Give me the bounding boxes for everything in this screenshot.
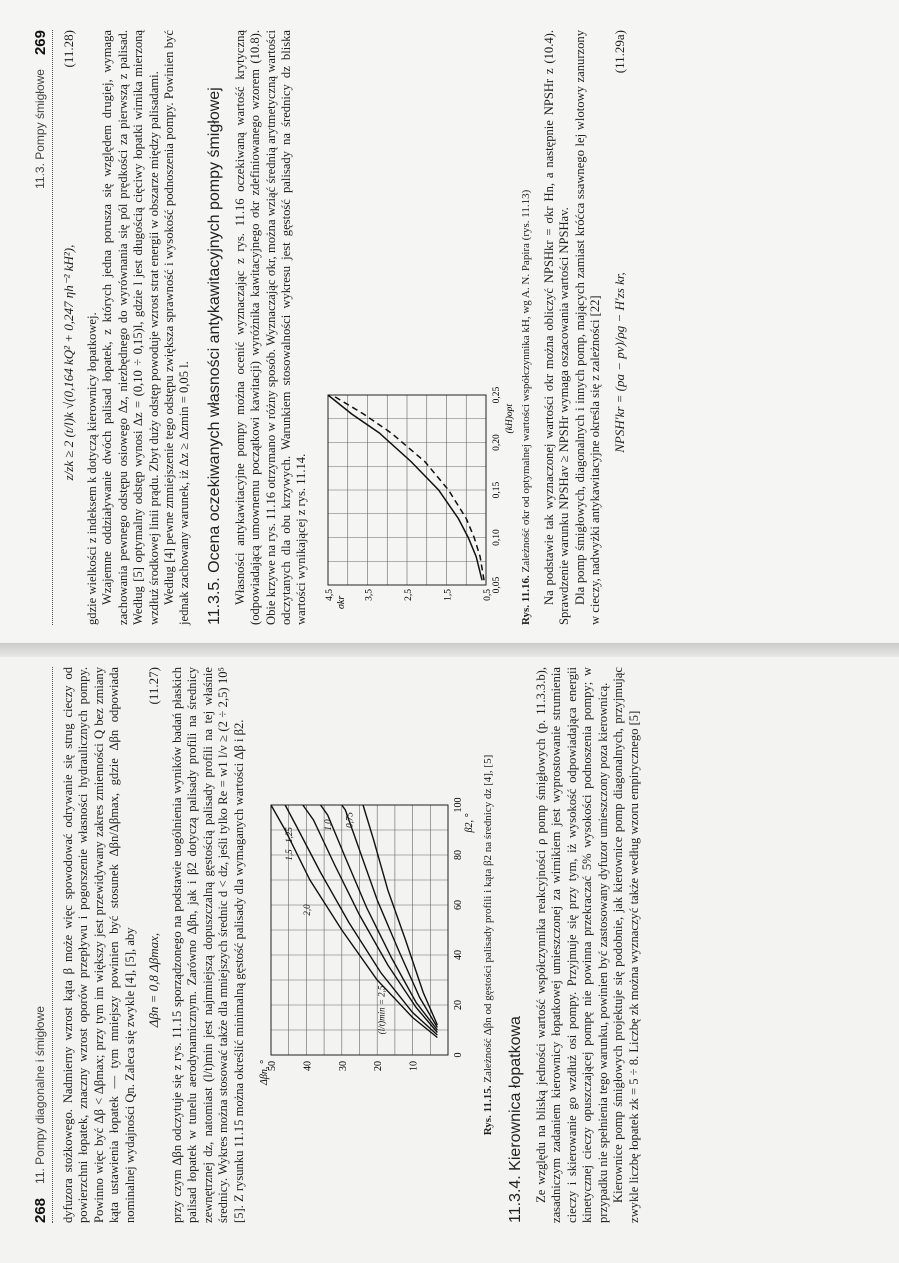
y-tick-label: 40 — [302, 1061, 314, 1071]
x-tick-label: 100 — [453, 797, 465, 813]
left-page — [0, 643, 899, 1263]
y-tick-label: 3,5 — [364, 589, 375, 601]
x-tick-label: 0 — [453, 1052, 465, 1058]
y-tick-label: 1,5 — [443, 589, 454, 601]
figure-11-15-chart — [253, 795, 478, 1095]
y-tick-label: 10 — [408, 1061, 420, 1071]
x-tick-label: 20 — [453, 1000, 465, 1010]
left-running-head — [28, 667, 53, 1223]
paragraph: Własności antykawitacyjne pompy można ocenić wyznaczając z rys. 11.16 oczekiwaną wartość krytyczną (odpowiadającą umownemu początkowi kawitacji) wyróżnika kawitacyjnego σkr zdefiniowanego wzorem (10.8). Obie krzywe na rys. 11.16 otrzymano w różny sposób. Wyznaczając σkr, można wziąć średnią arytmetyczną wartości odczytanych dla obu krzywych. Warunkiem stosowalności wykresu jest gęstość palisady na średnicy dz bliska wartości wynikającej z rys. 11.14. — [232, 30, 309, 625]
x-tick-label: 60 — [453, 900, 465, 910]
paragraph: gdzie wielkości z indeksem k dotyczą kierownicy łopatkowej. — [85, 312, 99, 625]
equation-number: (11.29a) — [611, 30, 627, 74]
curve-label: 1,0 — [323, 819, 334, 831]
curve-label: 1,25 — [284, 827, 295, 843]
y-axis-label: Δβn, ° — [259, 1060, 271, 1085]
running-head-left: 11. Pompy diagonalne i śmigłowe — [33, 1006, 47, 1184]
paragraph: Wzajemne oddziaływanie dwóch palisad łopatek, z których jedna porusza się względem drugiej, wymaga zachowania pewnego odstępu osiowego Δz, niezbędnego do wyrównania się pól prędkości za pierwszą z palisad. Według [5] optymalny odstęp wynosi Δz = (0,10 ÷ 0,15)l, gdzie l jest długością cięciwy łopatki wirnika mierzoną wzdłuż środkowej linii prądu. Zbyt duży odstęp powoduje wzrost strat energii w obszarze między palisadami. — [100, 30, 161, 625]
x-tick-label: 0,15 — [491, 481, 502, 499]
x-tick-label: 80 — [453, 850, 465, 860]
y-tick-label: 20 — [373, 1061, 385, 1071]
figure-11-15-caption — [482, 667, 494, 1223]
equation-11-27 — [146, 667, 162, 1223]
equation-11-28 — [61, 30, 77, 625]
paragraph: Ze względu na bliską jedności wartość współczynnika reakcyjności ρ pomp śmigłowych (p. 11.3.3.b), zasadniczym zadaniem kierownicy łopatkowej umieszczonej za wirnikiem jest wyprostowanie strumienia cieczy i skierowanie go wzdłuż osi pompy. Przyjmuje się przy tym, iż wysokość odpowiadająca energii kinetycznej cieczy opuszczającej pompę nie powinna przekraczać 5% wysokości podnoszenia pompy; w przypadku nie spełnienia tego warunku, powinien być zastosowany dyfuzor umieszczony poza kierownicą. — [534, 667, 610, 1223]
caption-text: Zależność Δβn od gęstości palisady profili i kąta β2 na średnicy dz [4], [5] — [482, 754, 495, 1083]
curve-label: 0,75 — [344, 812, 355, 828]
caption-text: Zależność σkr od optymalnej wartości współczynnika kH, wg A. N. Papira (rys. 11.13) — [519, 189, 532, 573]
paragraph: Kierownice pomp śmigłowych projektuje się podobnie, jak kierownice pomp diagonalnych, przyjmując zwykle liczbę łopatek zk = 5 ÷ 8. Liczbę zk można wyznaczyć także według wzoru empirycznego [5] — [611, 667, 641, 1223]
equation-11-29a — [612, 30, 628, 625]
curve-5 — [363, 805, 437, 1025]
page-number-right: 269 — [31, 30, 49, 56]
y-tick-label: 0,5 — [482, 589, 493, 601]
y-tick-label: 2,5 — [403, 589, 414, 601]
curve-label: 1,5 — [284, 849, 295, 861]
page-number-left: 268 — [31, 1197, 49, 1223]
y-tick-label: 4,5 — [324, 589, 335, 601]
y-axis-label: σkr — [335, 595, 347, 609]
curve-label: 2,0 — [302, 904, 313, 916]
x-axis-label: (kH)opt — [504, 403, 515, 434]
curve-solid — [328, 395, 482, 580]
paragraph: przy czym Δβn odczytuje się z rys. 11.15 sporządzonego na podstawie uogólnienia wyników badań płaskich palisad łopatek w tunelu aerodynamicznym. Zarówno Δβn, jak i β2 dotyczą palisady profili na średnicy zewnętrznej dz, natomiast (l/t)min jest najmniejszą dopuszczalną gęstością palisady profili na tej właśnie średnicy. Wykres można stosować także dla mniejszych średnic d < dz, jeśli tylko Re = w1 l/ν ≥ (2 ÷ 2,5) 10⁵ [5]. Z rysunku 11.15 można określić minimalną gęstość palisady dla wymaganych wartości Δβ i β2. — [170, 667, 246, 1223]
curve-2 — [303, 805, 438, 1033]
x-tick-label: 0,25 — [491, 386, 502, 404]
x-tick-label: 0,10 — [491, 529, 502, 546]
curve-dashed — [332, 395, 484, 580]
x-tick-label: 0,05 — [491, 576, 502, 594]
x-tick-label: 40 — [453, 950, 465, 960]
section-title-11-3-5: 11.3.5. Ocena oczekiwanych własności antykawitacyjnych pompy śmigłowej — [205, 87, 223, 625]
caption-label: Rys. 11.16. — [519, 575, 532, 625]
y-tick-label: 50 — [267, 1061, 279, 1071]
equation-number: (11.27) — [146, 667, 162, 705]
equation-text: NPSH′kr = (pa − pv)/ρg − H′zs kr, — [611, 272, 627, 453]
figure-11-16-chart — [316, 377, 516, 617]
y-tick-label: 30 — [337, 1061, 349, 1071]
equation-number: (11.28) — [61, 30, 76, 68]
figure-11-16-caption — [520, 30, 532, 625]
curve-label: (l/t)min = 2,5 — [376, 985, 387, 1035]
equation-text: Δβn = 0,8 Δβmax, — [146, 932, 162, 1028]
x-tick-label: 0,20 — [491, 434, 502, 451]
paragraph: Na podstawie tak wyznaczonej wartości σkr można obliczyć NPSHkr = σkr Hn, a następnie NPSHr z (10.4). Sprawdzenie warunku NPSHav ≥ NPSHr wymaga oszacowania wartości NPSHav. — [541, 30, 572, 625]
paragraph: Według [4] pewne zmniejszenie tego odstępu zwiększa sprawność i wysokość podnoszenia pompy. Powinien być jednak zachowany warunek, iż Δz ≥ Δzmin = 0,05 l. — [162, 30, 192, 625]
section-title-11-3-4: 11.3.4. Kierownica łopatkowa — [507, 1016, 525, 1223]
equation-text: z/zk ≥ 2 (t/l)k √(0,164 kQ² + 0,247 ηh⁻² kH²), — [61, 244, 76, 481]
x-axis-label: β2, ° — [464, 813, 476, 833]
caption-label: Rys. 11.15. — [482, 1085, 495, 1136]
paragraph: dyfuzora stożkowego. Nadmierny wzrost kąta β może więc spowodować odrywanie się strug cieczy od powierzchni łopatek, znaczny wzrost oporów przepływu i pogorszenie własności hydraulicznych pompy. Powinno więc być Δβ < Δβmax; przy tym im większy jest przewidywany zakres zmienności Q bez zmiany kąta ustawienia łopatek — tym mniejszy powinien być stosunek Δβn/Δβmax, gdzie Δβn odpowiada nominalnej wydajności Qn. Zaleca się zwykle [4], [5], aby — [61, 667, 137, 1223]
running-head-right: 11.3. Pompy śmigłowe — [33, 69, 47, 189]
right-running-head — [28, 30, 53, 625]
paragraph: Dla pomp śmigłowych, diagonalnych i innych pomp, mających zamiast króćca ssawnego lej wlotowy zanurzony w cieczy, nadwyżki antykawitacyjne określa się z zależności [22] — [572, 30, 603, 625]
